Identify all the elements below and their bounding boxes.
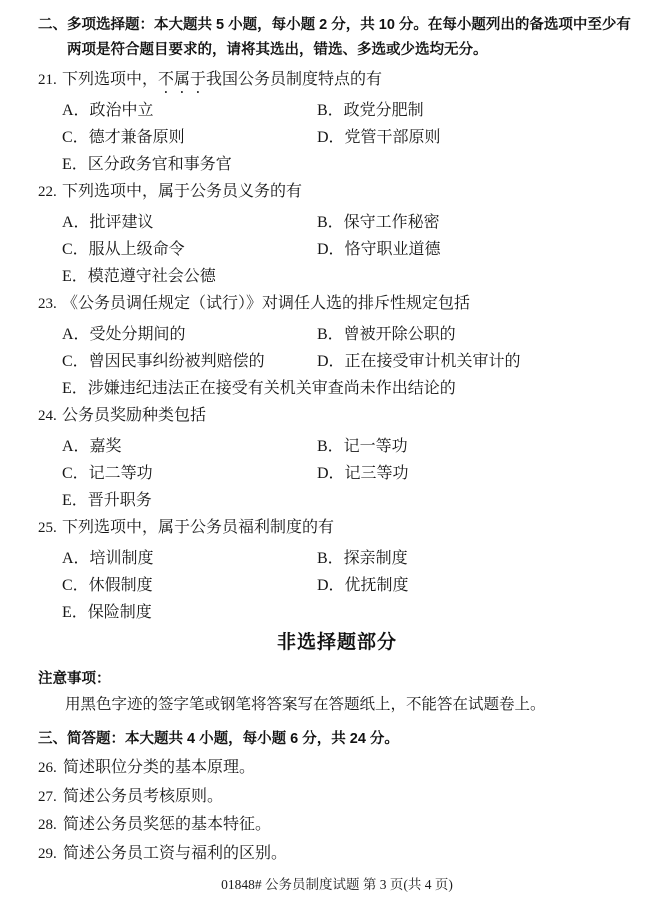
question-text-segment: 《公务员调任规定（试行）》对调任人选的排斥性规定包括 <box>62 295 471 312</box>
question-text-segment: 公务员奖励种类包括 <box>62 407 207 424</box>
non-choice-part-title: 非选择题部分 <box>276 632 397 653</box>
question-number: 21. <box>38 72 57 88</box>
option-a: A．培训制度 <box>62 550 154 567</box>
options-list <box>62 209 636 290</box>
short-answer-section-header <box>38 727 636 752</box>
option-e: E．区分政务官和事务官 <box>62 156 232 173</box>
question-text: 简述公务员工资与福利的区别。 <box>63 844 288 862</box>
question-25 <box>38 514 636 626</box>
question-number: 27. <box>38 788 57 805</box>
option-d: D．优抚制度 <box>317 577 409 594</box>
question-22 <box>38 178 636 290</box>
multi-choice-section-header <box>38 13 636 63</box>
option-c: C．记二等功 <box>62 465 153 482</box>
question-text-emphasized: 不属于 <box>158 71 207 88</box>
option-e: E．保险制度 <box>62 604 152 621</box>
option-b: B．探亲制度 <box>317 550 408 567</box>
question-text: 简述职位分类的基本原理。 <box>63 759 256 776</box>
option-a: A．受处分期间的 <box>62 326 186 343</box>
section-instructions: 多项选择题：本大题共 5 小题，每小题 2 分，共 10 分。在每小题列出的备选项中至少有两项是符合题目要求的，请将其选出，错选、多选或少选均无分。 <box>67 17 631 58</box>
options-list <box>62 433 636 514</box>
question-title <box>38 402 636 433</box>
option-a: A．嘉奖 <box>62 438 122 455</box>
question-title <box>38 290 636 321</box>
question-text-segment: 下列选项中，属于公务员义务的有 <box>62 183 303 200</box>
page-footer: 01848# 公务员制度试题 第 3 页(共 4 页) <box>221 877 453 892</box>
option-e: E．涉嫌违纪违法正在接受有关机关审查尚未作出结论的 <box>62 380 456 397</box>
question-number: 26. <box>38 760 57 776</box>
question-title <box>38 66 636 97</box>
option-b: B．曾被开除公职的 <box>317 326 456 343</box>
question-number: 24. <box>38 408 57 424</box>
question-29 <box>38 840 636 869</box>
question-text-segment: 我国公务员制度特点的有 <box>206 71 383 88</box>
option-b: B．保守工作秘密 <box>317 214 440 231</box>
question-text-segment: 下列选项中， <box>62 71 159 88</box>
question-number: 28. <box>38 817 57 833</box>
option-b: B．政党分肥制 <box>317 102 424 119</box>
option-a: A．政治中立 <box>62 102 154 119</box>
option-e: E．晋升职务 <box>62 492 152 509</box>
question-text: 简述公务员考核原则。 <box>63 787 224 805</box>
option-d: D．记三等功 <box>317 465 409 482</box>
option-c: C．德才兼备原则 <box>62 129 185 146</box>
option-d: D．恪守职业道德 <box>317 241 441 258</box>
question-text: 简述公务员奖惩的基本特征。 <box>63 816 272 833</box>
question-number: 29. <box>38 845 57 862</box>
question-title <box>38 178 636 209</box>
question-number: 25. <box>38 520 57 536</box>
option-c: C．服从上级命令 <box>62 241 185 258</box>
option-c: C．休假制度 <box>62 577 153 594</box>
question-text-segment: 下列选项中，属于公务员福利制度的有 <box>62 519 335 536</box>
option-e: E．模范遵守社会公德 <box>62 268 216 285</box>
question-28 <box>38 811 636 840</box>
option-c: C．曾因民事纠纷被判赔偿的 <box>62 353 265 370</box>
section-label: 二、 <box>38 17 67 33</box>
options-list <box>62 97 636 178</box>
section-label: 三、 <box>38 731 67 747</box>
question-24 <box>38 402 636 514</box>
notice-label: 注意事项： <box>38 671 111 687</box>
question-23 <box>38 290 636 402</box>
notice-text: 用黑色字迹的签字笔或钢笔将答案写在答题纸上，不能答在试题卷上。 <box>65 696 546 713</box>
section-instructions: 简答题：本大题共 4 小题，每小题 6 分，共 24 分。 <box>67 731 399 747</box>
option-b: B．记一等功 <box>317 438 408 455</box>
option-d: D．正在接受审计机关审计的 <box>317 353 521 370</box>
question-number: 23. <box>38 296 57 312</box>
question-21 <box>38 66 636 178</box>
options-list <box>62 545 636 626</box>
question-26 <box>38 754 636 783</box>
option-d: D．党管干部原则 <box>317 129 441 146</box>
question-title <box>38 514 636 545</box>
question-27 <box>38 783 636 812</box>
options-list <box>62 321 636 402</box>
question-number: 22. <box>38 184 57 200</box>
option-a: A．批评建议 <box>62 214 154 231</box>
